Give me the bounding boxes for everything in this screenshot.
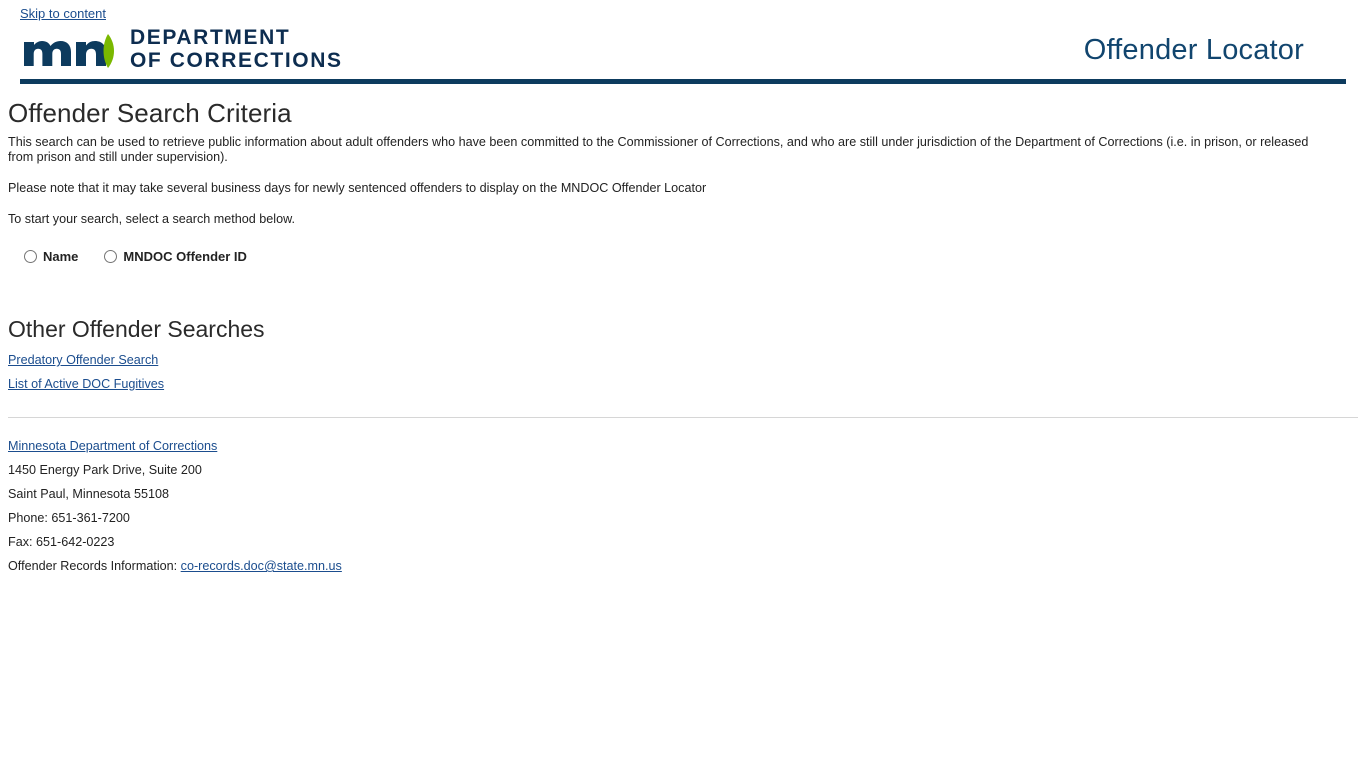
instruction-paragraph: To start your search, select a search method below. [8,212,295,226]
note-paragraph: Please note that it may take several business days for newly sentenced offenders to display on the MNDOC Offender Locator [8,181,707,195]
main-content [0,98,1366,578]
header-divider [20,79,1346,84]
footer-divider [8,417,1358,418]
other-searches-title: Other Offender Searches [8,316,265,342]
department-line-1: DEPARTMENT [130,26,291,50]
search-method-option-offender-id[interactable] [104,249,247,264]
radio-name[interactable] [24,250,37,263]
radio-name-label[interactable]: Name [43,249,79,264]
brand-lockup [20,27,343,72]
records-email-link[interactable]: co-records.doc@state.mn.us [180,559,342,573]
site-header [0,21,1366,79]
intro-paragraph: This search can be used to retrieve public information about adult offenders who have been committed to the Commissioner of Corrections, and who are still under jurisdiction of the Department of Corrections (i.e. in prison, or released from prison and still under supervision). [8,135,1309,164]
page-title: Offender Search Criteria [8,98,292,128]
radio-offender-id-label[interactable]: MNDOC Offender ID [123,249,247,264]
app-title: Offender Locator [1083,33,1304,66]
department-name [130,27,343,72]
department-line-2: OF CORRECTIONS [130,49,343,72]
footer-address-line-2: Saint Paul, Minnesota 55108 [8,487,170,501]
footer-address-line-1: 1450 Energy Park Drive, Suite 200 [8,463,202,477]
search-method-option-name[interactable] [24,249,78,264]
site-footer [8,434,1358,578]
mn-doc-link[interactable]: Minnesota Department of Corrections [8,439,218,453]
footer-fax: Fax: 651-642-0223 [8,535,115,549]
footer-phone: Phone: 651-361-7200 [8,511,130,525]
skip-to-content-link[interactable]: Skip to content [20,6,106,21]
footer-records-label: Offender Records Information: [8,559,178,573]
search-method-radio-group [24,249,1358,264]
footer-records-row [8,554,1358,578]
other-search-link-row [8,377,1358,391]
other-search-link-row [8,353,1358,367]
mn-logo-icon [20,30,116,70]
footer-org-row [8,434,1358,458]
radio-offender-id[interactable] [104,250,117,263]
predatory-offender-search-link[interactable]: Predatory Offender Search [8,353,159,367]
active-doc-fugitives-link[interactable]: List of Active DOC Fugitives [8,377,165,391]
